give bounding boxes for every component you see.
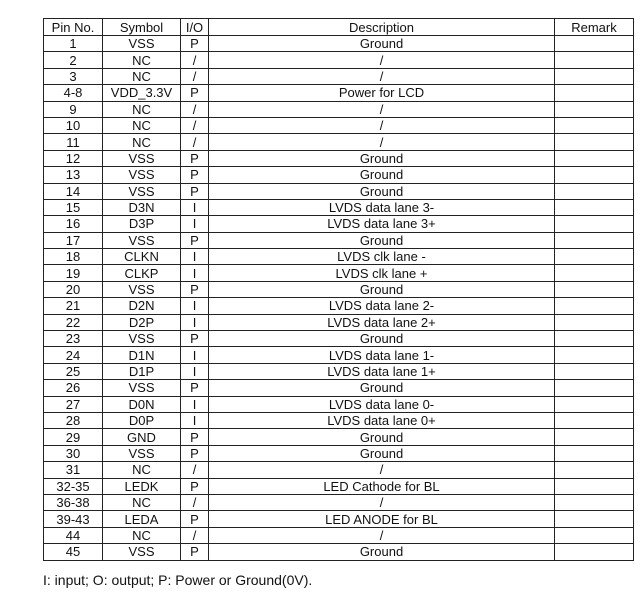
cell-pin-no: 30: [44, 445, 103, 461]
cell-remark: [555, 396, 634, 412]
cell-remark: [555, 183, 634, 199]
table-row: [44, 314, 634, 330]
cell-description: Ground: [209, 544, 555, 560]
cell-description: Ground: [209, 232, 555, 248]
cell-symbol: NC: [103, 52, 181, 68]
cell-symbol: CLKP: [103, 265, 181, 281]
cell-description: Power for LCD: [209, 85, 555, 101]
pin-table-body: [44, 36, 634, 561]
table-row: [44, 478, 634, 494]
cell-remark: [555, 527, 634, 543]
cell-description: Ground: [209, 167, 555, 183]
cell-remark: [555, 36, 634, 52]
cell-symbol: NC: [103, 462, 181, 478]
table-row: [44, 85, 634, 101]
cell-io: P: [181, 36, 209, 52]
cell-remark: [555, 511, 634, 527]
cell-pin-no: 26: [44, 380, 103, 396]
table-row: [44, 347, 634, 363]
cell-pin-no: 16: [44, 216, 103, 232]
cell-description: Ground: [209, 281, 555, 297]
table-row: [44, 380, 634, 396]
cell-description: /: [209, 101, 555, 117]
cell-pin-no: 29: [44, 429, 103, 445]
cell-io: P: [181, 544, 209, 560]
cell-pin-no: 28: [44, 412, 103, 428]
cell-remark: [555, 298, 634, 314]
cell-pin-no: 3: [44, 68, 103, 84]
table-row: [44, 445, 634, 461]
header-description: Description: [209, 19, 555, 36]
cell-io: I: [181, 347, 209, 363]
cell-description: Ground: [209, 429, 555, 445]
cell-description: /: [209, 117, 555, 133]
cell-io: P: [181, 167, 209, 183]
cell-io: /: [181, 68, 209, 84]
cell-description: LVDS clk lane +: [209, 265, 555, 281]
cell-symbol: NC: [103, 101, 181, 117]
io-legend: I: input; O: output; P: Power or Ground(0V).: [43, 572, 313, 588]
cell-io: P: [181, 150, 209, 166]
cell-symbol: LEDK: [103, 478, 181, 494]
table-row: [44, 265, 634, 281]
cell-remark: [555, 85, 634, 101]
cell-symbol: D3P: [103, 216, 181, 232]
cell-remark: [555, 445, 634, 461]
cell-description: LVDS data lane 1-: [209, 347, 555, 363]
cell-remark: [555, 363, 634, 379]
cell-pin-no: 36-38: [44, 494, 103, 510]
header-remark: Remark: [555, 19, 634, 36]
cell-io: P: [181, 85, 209, 101]
table-row: [44, 52, 634, 68]
cell-symbol: VSS: [103, 36, 181, 52]
header-symbol: Symbol: [103, 19, 181, 36]
table-row: [44, 101, 634, 117]
cell-io: I: [181, 216, 209, 232]
table-row: [44, 216, 634, 232]
cell-symbol: VSS: [103, 183, 181, 199]
cell-pin-no: 24: [44, 347, 103, 363]
cell-remark: [555, 167, 634, 183]
cell-io: P: [181, 511, 209, 527]
cell-description: Ground: [209, 183, 555, 199]
cell-remark: [555, 150, 634, 166]
cell-description: LVDS data lane 0-: [209, 396, 555, 412]
table-row: [44, 544, 634, 560]
cell-symbol: VSS: [103, 380, 181, 396]
cell-remark: [555, 281, 634, 297]
cell-pin-no: 15: [44, 199, 103, 215]
cell-symbol: VSS: [103, 281, 181, 297]
cell-io: /: [181, 527, 209, 543]
table-row: [44, 167, 634, 183]
cell-symbol: D0N: [103, 396, 181, 412]
cell-pin-no: 23: [44, 331, 103, 347]
cell-io: I: [181, 363, 209, 379]
cell-pin-no: 20: [44, 281, 103, 297]
cell-description: /: [209, 527, 555, 543]
cell-symbol: D0P: [103, 412, 181, 428]
cell-description: LVDS data lane 2-: [209, 298, 555, 314]
cell-io: I: [181, 249, 209, 265]
cell-pin-no: 10: [44, 117, 103, 133]
table-row: [44, 527, 634, 543]
table-row: [44, 331, 634, 347]
table-row: [44, 396, 634, 412]
cell-io: P: [181, 445, 209, 461]
cell-symbol: VDD_3.3V: [103, 85, 181, 101]
table-row: [44, 494, 634, 510]
cell-remark: [555, 249, 634, 265]
cell-pin-no: 2: [44, 52, 103, 68]
cell-symbol: NC: [103, 68, 181, 84]
cell-symbol: NC: [103, 494, 181, 510]
cell-pin-no: 21: [44, 298, 103, 314]
cell-remark: [555, 331, 634, 347]
cell-description: Ground: [209, 380, 555, 396]
cell-description: LVDS clk lane -: [209, 249, 555, 265]
header-io: I/O: [181, 19, 209, 36]
cell-remark: [555, 544, 634, 560]
table-row: [44, 199, 634, 215]
cell-description: LVDS data lane 0+: [209, 412, 555, 428]
cell-pin-no: 25: [44, 363, 103, 379]
table-row: [44, 429, 634, 445]
cell-description: LED ANODE for BL: [209, 511, 555, 527]
cell-remark: [555, 101, 634, 117]
cell-symbol: VSS: [103, 150, 181, 166]
cell-pin-no: 32-35: [44, 478, 103, 494]
cell-description: /: [209, 462, 555, 478]
cell-remark: [555, 52, 634, 68]
cell-description: Ground: [209, 445, 555, 461]
cell-pin-no: 18: [44, 249, 103, 265]
cell-pin-no: 45: [44, 544, 103, 560]
cell-symbol: VSS: [103, 544, 181, 560]
table-row: [44, 36, 634, 52]
cell-io: P: [181, 380, 209, 396]
cell-io: P: [181, 232, 209, 248]
cell-symbol: VSS: [103, 167, 181, 183]
cell-description: /: [209, 68, 555, 84]
table-row: [44, 462, 634, 478]
table-row: [44, 117, 634, 133]
cell-io: P: [181, 183, 209, 199]
table-row: [44, 134, 634, 150]
cell-pin-no: 17: [44, 232, 103, 248]
table-row: [44, 249, 634, 265]
cell-remark: [555, 216, 634, 232]
cell-remark: [555, 412, 634, 428]
cell-symbol: D3N: [103, 199, 181, 215]
cell-io: I: [181, 265, 209, 281]
cell-pin-no: 27: [44, 396, 103, 412]
cell-pin-no: 12: [44, 150, 103, 166]
cell-symbol: VSS: [103, 232, 181, 248]
cell-remark: [555, 478, 634, 494]
header-pin-no: Pin No.: [44, 19, 103, 36]
cell-pin-no: 44: [44, 527, 103, 543]
cell-symbol: LEDA: [103, 511, 181, 527]
cell-symbol: VSS: [103, 445, 181, 461]
cell-io: /: [181, 52, 209, 68]
cell-remark: [555, 462, 634, 478]
cell-io: /: [181, 462, 209, 478]
cell-symbol: D1P: [103, 363, 181, 379]
header-row: [44, 19, 634, 36]
cell-description: Ground: [209, 150, 555, 166]
cell-symbol: D2P: [103, 314, 181, 330]
cell-io: I: [181, 314, 209, 330]
cell-symbol: VSS: [103, 331, 181, 347]
cell-symbol: NC: [103, 134, 181, 150]
cell-description: LVDS data lane 2+: [209, 314, 555, 330]
pin-table-header: [44, 19, 634, 36]
cell-description: /: [209, 134, 555, 150]
cell-io: /: [181, 117, 209, 133]
table-row: [44, 232, 634, 248]
cell-io: /: [181, 101, 209, 117]
cell-io: P: [181, 478, 209, 494]
cell-io: P: [181, 281, 209, 297]
cell-symbol: NC: [103, 527, 181, 543]
cell-symbol: NC: [103, 117, 181, 133]
cell-description: LVDS data lane 3+: [209, 216, 555, 232]
cell-remark: [555, 494, 634, 510]
cell-remark: [555, 265, 634, 281]
cell-remark: [555, 314, 634, 330]
cell-pin-no: 11: [44, 134, 103, 150]
cell-pin-no: 9: [44, 101, 103, 117]
cell-symbol: D1N: [103, 347, 181, 363]
cell-description: LED Cathode for BL: [209, 478, 555, 494]
cell-remark: [555, 117, 634, 133]
cell-remark: [555, 199, 634, 215]
cell-io: I: [181, 199, 209, 215]
cell-symbol: D2N: [103, 298, 181, 314]
cell-remark: [555, 380, 634, 396]
cell-remark: [555, 347, 634, 363]
cell-io: /: [181, 494, 209, 510]
cell-io: I: [181, 298, 209, 314]
cell-pin-no: 1: [44, 36, 103, 52]
table-row: [44, 150, 634, 166]
cell-io: I: [181, 396, 209, 412]
cell-io: P: [181, 429, 209, 445]
table-row: [44, 68, 634, 84]
table-row: [44, 183, 634, 199]
cell-description: LVDS data lane 3-: [209, 199, 555, 215]
cell-io: P: [181, 331, 209, 347]
cell-io: /: [181, 134, 209, 150]
cell-pin-no: 31: [44, 462, 103, 478]
table-row: [44, 412, 634, 428]
cell-remark: [555, 134, 634, 150]
cell-pin-no: 13: [44, 167, 103, 183]
table-row: [44, 363, 634, 379]
cell-description: LVDS data lane 1+: [209, 363, 555, 379]
cell-symbol: GND: [103, 429, 181, 445]
cell-pin-no: 14: [44, 183, 103, 199]
cell-remark: [555, 232, 634, 248]
table-row: [44, 281, 634, 297]
table-row: [44, 298, 634, 314]
cell-description: /: [209, 494, 555, 510]
cell-pin-no: 4-8: [44, 85, 103, 101]
cell-description: Ground: [209, 331, 555, 347]
cell-description: Ground: [209, 36, 555, 52]
cell-description: /: [209, 52, 555, 68]
table-row: [44, 511, 634, 527]
pin-table: [43, 18, 634, 561]
cell-io: I: [181, 412, 209, 428]
cell-symbol: CLKN: [103, 249, 181, 265]
cell-remark: [555, 429, 634, 445]
cell-pin-no: 19: [44, 265, 103, 281]
cell-pin-no: 22: [44, 314, 103, 330]
cell-pin-no: 39-43: [44, 511, 103, 527]
cell-remark: [555, 68, 634, 84]
